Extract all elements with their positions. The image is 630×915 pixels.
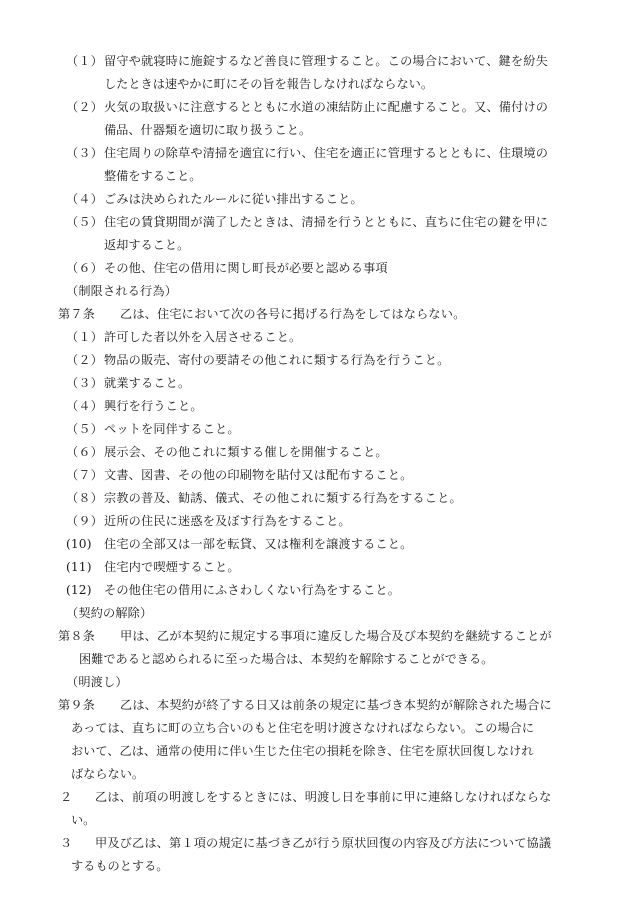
restricted-item-3: （３）就業すること。 [66, 376, 191, 390]
item-2-line-2: 備品、什器類を適切に取り扱うこと。 [104, 123, 312, 137]
restricted-item-1: （１）許可した者以外を入居させること。 [66, 330, 302, 344]
article-9-line-4: ばならない。 [71, 767, 145, 781]
restricted-item-8: （８）宗教の普及、勧誘、儀式、その他これに類する行為をすること。 [66, 491, 462, 505]
restricted-item-5: （５）ペットを同伴すること。 [66, 422, 240, 436]
paragraph-2-line-1: ２ 乙は、前項の明渡しをするときには、明渡し日を事前に甲に連絡しなければならな [60, 790, 552, 804]
restricted-item-2: （２）物品の販売、寄付の要請その他これに類する行為を行うこと。 [66, 353, 450, 367]
item-4: （４）ごみは決められたルールに従い排出すること。 [66, 192, 363, 206]
item-1-line-2: したときは速やかに町にその旨を報告しなければならない。 [104, 77, 434, 91]
item-2-line-1: （２）火気の取扱いに注意するとともに水道の凍結防止に配慮すること。又、備付けの [66, 100, 549, 114]
article-7: 第７条 乙は、住宅において次の各号に掲げる行為をしてはならない。 [58, 307, 466, 321]
article-9-line-3: おいて、乙は、通常の使用に伴い生じた住宅の損耗を除き、住宅を原状回復しなけれ [71, 744, 534, 758]
restricted-item-12: (12) その他住宅の借用にふさわしくない行為をすること。 [66, 583, 401, 597]
item-3-line-2: 整備をすること。 [104, 169, 202, 183]
heading-article-8: （契約の解除） [66, 606, 153, 620]
paragraph-3-line-2: するものとする。 [71, 859, 169, 873]
item-3-line-1: （３）住宅周りの除草や清掃を適宜に行い、住宅を適正に管理するとともに、住環境の [66, 146, 549, 160]
restricted-item-9: （９）近所の住民に迷惑を及ぼす行為をすること。 [66, 514, 351, 528]
article-8-line-2: 困難であると認められるに至った場合は、本契約を解除することができる。 [79, 652, 494, 666]
heading-article-7: （制限される行為） [66, 284, 178, 298]
item-5-line-2: 返却すること。 [104, 238, 190, 252]
restricted-item-7: （７）文書、図書、その他の印刷物を貼付又は配布すること。 [66, 468, 413, 482]
restricted-item-6: （６）展示会、その他これに類する催しを開催すること。 [66, 445, 388, 459]
item-1-line-1: （１）留守や就寝時に施錠するなど善良に管理すること。この場合において、鍵を紛失 [66, 54, 548, 68]
paragraph-2-line-2: い。 [71, 813, 96, 827]
article-9-line-2: あっては、直ちに町の立ち合いのもと住宅を明け渡さなければならない。この場合に [71, 721, 535, 735]
restricted-item-11: (11) 住宅内で喫煙すること。 [66, 560, 240, 574]
article-9-line-1: 第９条 乙は、本契約が終了する日又は前条の規定に基づき本契約が解除された場合に [58, 698, 552, 712]
paragraph-3-line-1: ３ 甲及び乙は、第１項の規定に基づき乙が行う原状回復の内容及び方法について協議 [60, 836, 552, 850]
restricted-item-10: (10) 住宅の全部又は一部を転貸、又は権利を譲渡すること。 [66, 537, 413, 551]
restricted-item-4: （４）興行を行うこと。 [66, 399, 203, 413]
heading-article-9: （明渡し） [66, 675, 128, 689]
article-8-line-1: 第８条 甲は、乙が本契約に規定する事項に違反した場合及び本契約を継続することが [58, 629, 552, 643]
item-5-line-1: （５）住宅の賃貸期間が満了したときは、清掃を行うとともに、直ちに住宅の鍵を甲に [66, 215, 549, 229]
item-6: （６）その他、住宅の借用に関し町長が必要と認める事項 [66, 261, 388, 275]
